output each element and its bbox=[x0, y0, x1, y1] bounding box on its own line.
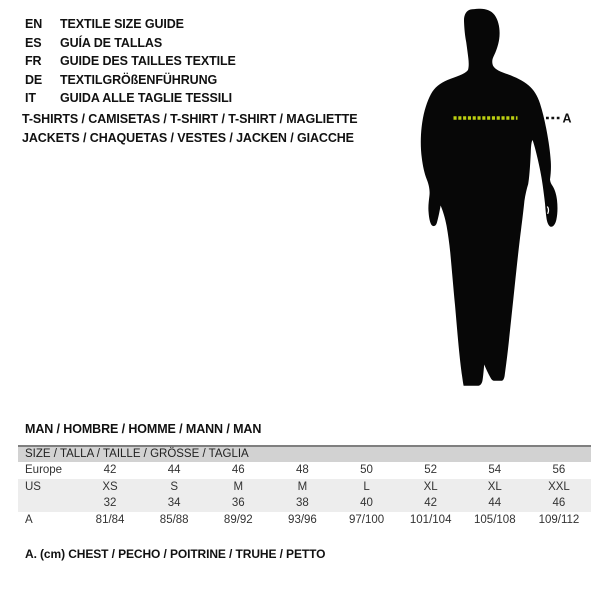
table-row-europe bbox=[18, 462, 591, 479]
table-cell: 48 bbox=[296, 464, 309, 476]
man-silhouette-shape bbox=[421, 9, 558, 386]
language-title: GUIDE DES TAILLES TEXTILE bbox=[60, 54, 236, 68]
table-cell: 46 bbox=[552, 497, 566, 509]
table-cell: 93/96 bbox=[288, 513, 317, 526]
language-code: EN bbox=[25, 17, 43, 31]
language-row-de bbox=[25, 71, 236, 90]
table-cell: XXL bbox=[548, 480, 570, 493]
table-row-chest-cm bbox=[18, 512, 591, 529]
table-cell: 85/88 bbox=[159, 513, 189, 526]
table-cell: 32 bbox=[103, 497, 117, 509]
man-silhouette-svg bbox=[405, 0, 600, 400]
garment-category-block bbox=[22, 110, 358, 147]
category-tshirts: T-SHIRTS / CAMISETAS / T-SHIRT / T-SHIRT / MAGLIETTE bbox=[22, 112, 358, 126]
table-cell: 44 bbox=[488, 497, 502, 509]
language-title-list bbox=[25, 15, 236, 108]
table-cell: 44 bbox=[167, 464, 181, 476]
table-cell: L bbox=[363, 480, 370, 493]
language-title: GUIDA ALLE TAGLIE TESSILI bbox=[60, 91, 233, 105]
table-cell: 89/92 bbox=[223, 513, 253, 526]
table-cell: 101/104 bbox=[409, 513, 452, 526]
table-cell: 34 bbox=[167, 497, 181, 509]
section-title-man: MAN / HOMBRE / HOMME / MANN / MAN bbox=[25, 422, 262, 436]
table-cell: 40 bbox=[360, 497, 373, 509]
language-row-fr bbox=[25, 52, 236, 71]
language-row-it bbox=[25, 89, 236, 108]
language-code: IT bbox=[25, 91, 36, 105]
language-code: DE bbox=[25, 72, 43, 87]
table-cell: 42 bbox=[103, 464, 117, 476]
table-cell: 42 bbox=[424, 497, 438, 509]
table-row-us-numeric bbox=[18, 495, 591, 512]
table-cell: XS bbox=[102, 480, 118, 493]
size-table bbox=[18, 445, 591, 528]
row-label: Europe bbox=[25, 464, 63, 476]
table-cell: 50 bbox=[360, 464, 373, 476]
table-cell: 46 bbox=[231, 464, 245, 476]
table-cell: 54 bbox=[488, 464, 502, 476]
table-cell: 81/84 bbox=[95, 513, 125, 526]
table-cell: 56 bbox=[552, 464, 566, 476]
language-title: GUÍA DE TALLAS bbox=[60, 35, 163, 50]
table-cell: 97/100 bbox=[348, 513, 385, 526]
language-title: TEXTILE SIZE GUIDE bbox=[60, 17, 184, 31]
chest-measure-label: A bbox=[562, 111, 572, 126]
table-cell: 105/108 bbox=[474, 513, 516, 526]
language-row-es bbox=[25, 34, 236, 53]
table-cell: S bbox=[170, 480, 179, 493]
language-code: FR bbox=[25, 54, 42, 68]
man-silhouette-figure bbox=[405, 0, 600, 400]
row-label bbox=[18, 495, 78, 512]
table-cell: M bbox=[233, 480, 244, 493]
category-jackets: JACKETS / CHAQUETAS / VESTES / JACKEN / GIACCHE bbox=[22, 130, 354, 145]
size-table-header: SIZE / TALLA / TAILLE / GRÖSSE / TAGLIA bbox=[18, 447, 591, 462]
table-cell: 109/112 bbox=[538, 513, 580, 526]
row-label: US bbox=[25, 480, 41, 493]
table-cell: XL bbox=[423, 480, 438, 493]
row-label: A bbox=[25, 513, 33, 526]
language-title: TEXTILGRÖßENFÜHRUNG bbox=[60, 72, 218, 87]
measurement-footnote: A. (cm) CHEST / PECHO / POITRINE / TRUHE / PETTO bbox=[25, 547, 326, 561]
table-cell: XL bbox=[487, 480, 502, 493]
table-cell: 36 bbox=[231, 497, 245, 509]
language-code: ES bbox=[25, 35, 42, 50]
table-cell: 38 bbox=[296, 497, 309, 509]
table-row-us bbox=[18, 479, 591, 496]
table-cell: M bbox=[297, 480, 308, 493]
table-cell: 52 bbox=[424, 464, 438, 476]
language-row-en bbox=[25, 15, 236, 34]
